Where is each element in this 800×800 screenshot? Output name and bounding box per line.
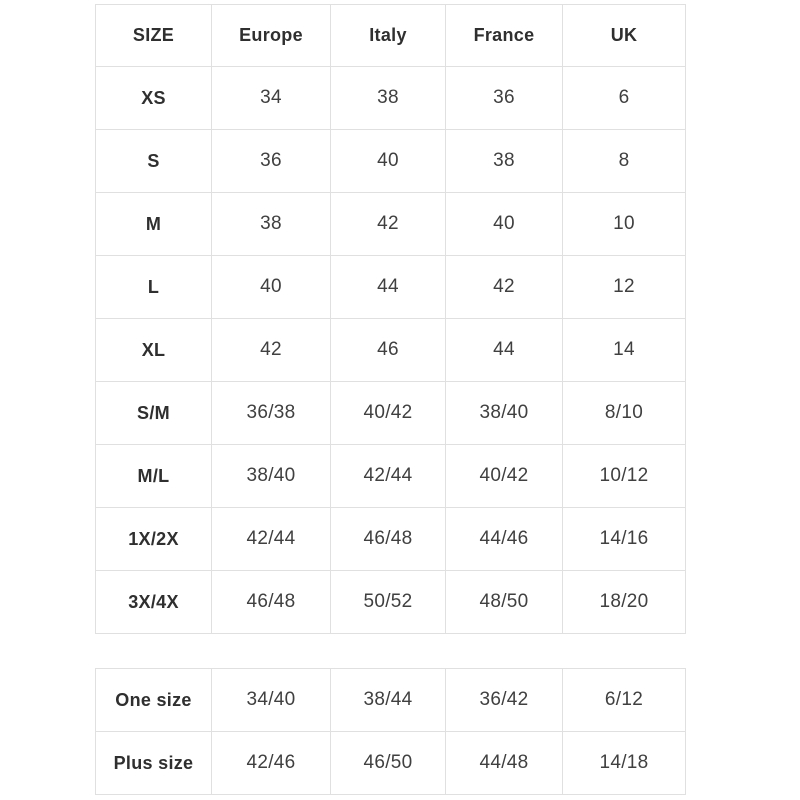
cell-europe: 34 [212,67,331,130]
cell-europe: 38/40 [212,445,331,508]
cell-france: 44/46 [446,508,563,571]
size-label: One size [96,669,212,732]
cell-italy: 38/44 [331,669,446,732]
table-row [96,130,686,193]
table-row [96,571,686,634]
cell-france: 42 [446,256,563,319]
cell-italy: 46 [331,319,446,382]
cell-europe: 42/46 [212,732,331,795]
cell-europe: 42 [212,319,331,382]
cell-france: 44 [446,319,563,382]
cell-europe: 40 [212,256,331,319]
size-label: S [96,130,212,193]
header-italy: Italy [331,5,446,67]
cell-europe: 46/48 [212,571,331,634]
table-row [96,669,686,732]
cell-uk: 14/18 [563,732,686,795]
size-conversion-table [95,4,686,634]
table-row [96,382,686,445]
cell-uk: 6/12 [563,669,686,732]
cell-italy: 40 [331,130,446,193]
table-row [96,319,686,382]
cell-uk: 8/10 [563,382,686,445]
cell-italy: 44 [331,256,446,319]
cell-france: 40/42 [446,445,563,508]
table-row [96,732,686,795]
size-label: Plus size [96,732,212,795]
size-label: XL [96,319,212,382]
cell-uk: 8 [563,130,686,193]
table-row [96,67,686,130]
cell-europe: 42/44 [212,508,331,571]
cell-uk: 10/12 [563,445,686,508]
cell-france: 38/40 [446,382,563,445]
header-europe: Europe [212,5,331,67]
cell-italy: 40/42 [331,382,446,445]
cell-italy: 38 [331,67,446,130]
table-header-row [96,5,686,67]
cell-uk: 12 [563,256,686,319]
cell-italy: 46/50 [331,732,446,795]
table-row [96,445,686,508]
cell-uk: 14/16 [563,508,686,571]
cell-italy: 46/48 [331,508,446,571]
size-label: M [96,193,212,256]
size-label: 3X/4X [96,571,212,634]
cell-europe: 36/38 [212,382,331,445]
cell-uk: 6 [563,67,686,130]
cell-france: 38 [446,130,563,193]
cell-europe: 34/40 [212,669,331,732]
special-sizes-table [95,668,686,795]
cell-france: 40 [446,193,563,256]
header-france: France [446,5,563,67]
cell-italy: 42/44 [331,445,446,508]
cell-france: 36 [446,67,563,130]
size-label: S/M [96,382,212,445]
size-label: 1X/2X [96,508,212,571]
cell-italy: 42 [331,193,446,256]
cell-france: 44/48 [446,732,563,795]
size-label: L [96,256,212,319]
table-row [96,256,686,319]
cell-uk: 10 [563,193,686,256]
cell-france: 48/50 [446,571,563,634]
header-size: SIZE [96,5,212,67]
cell-europe: 38 [212,193,331,256]
size-label: XS [96,67,212,130]
cell-uk: 18/20 [563,571,686,634]
cell-france: 36/42 [446,669,563,732]
size-label: M/L [96,445,212,508]
cell-uk: 14 [563,319,686,382]
header-uk: UK [563,5,686,67]
cell-italy: 50/52 [331,571,446,634]
table-row [96,193,686,256]
table-row [96,508,686,571]
cell-europe: 36 [212,130,331,193]
